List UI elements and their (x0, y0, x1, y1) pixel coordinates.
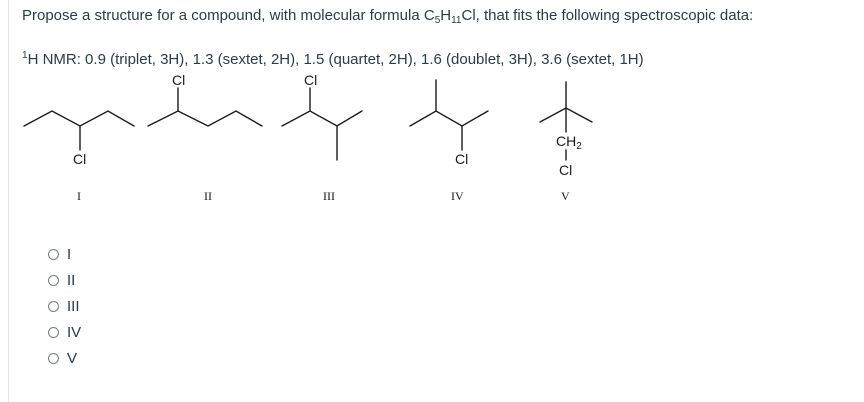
nmr-data-text: $^1$H NMR: 0.9 (triplet, 3H), 1.3 (sextet, 2H), 1.5 (quartet, 2H), 1.6 (doublet, 3H), 3.6 (sextet, 1H) (22, 50, 644, 68)
option-iv[interactable] (48, 322, 81, 342)
structure-v-cl-label: Cl (559, 162, 573, 178)
structure-ii (148, 72, 262, 203)
structure-iii (282, 72, 362, 203)
option-ii-radio[interactable] (48, 275, 59, 286)
option-i-radio[interactable] (48, 249, 59, 260)
structure-v-label: V (561, 189, 570, 203)
structure-v-ch2-label: $CH_2$ (556, 133, 582, 152)
option-v[interactable] (48, 348, 77, 368)
structure-iii-label: III (323, 189, 335, 203)
structure-iii-cl-label: Cl (304, 72, 318, 88)
option-i[interactable] (48, 244, 71, 264)
structure-iv-skeleton (410, 111, 488, 126)
option-iii-radio[interactable] (48, 301, 59, 312)
option-iii[interactable] (48, 296, 80, 316)
option-v-radio[interactable] (48, 353, 59, 364)
structure-v (540, 82, 592, 203)
option-iv-radio[interactable] (48, 327, 59, 338)
structure-v-left-bond (540, 108, 566, 122)
structure-i-label: I (77, 189, 81, 203)
question-text: Propose a structure for a compound, with molecular formula $C_5H_{11}Cl$, that fits the following spectroscopic data: (22, 7, 754, 26)
structure-ii-cl-label: Cl (172, 72, 186, 88)
option-ii-label: II (67, 271, 76, 289)
option-iii-label: III (67, 297, 80, 315)
structure-i-cl-label: Cl (73, 151, 87, 167)
structure-ii-label: II (204, 189, 212, 203)
structure-v-right-bond (566, 108, 592, 122)
structure-iv-label: IV (451, 189, 464, 203)
option-i-label: I (67, 245, 72, 263)
structure-iii-skeleton (282, 111, 362, 126)
structure-iv (410, 80, 488, 203)
structure-i-skeleton (24, 111, 134, 126)
option-v-label: V (67, 349, 78, 367)
option-ii[interactable] (48, 270, 75, 290)
structure-ii-skeleton (148, 111, 262, 126)
structure-i (24, 111, 134, 203)
structure-iv-cl-label: Cl (455, 151, 469, 167)
option-iv-label: IV (67, 323, 82, 341)
